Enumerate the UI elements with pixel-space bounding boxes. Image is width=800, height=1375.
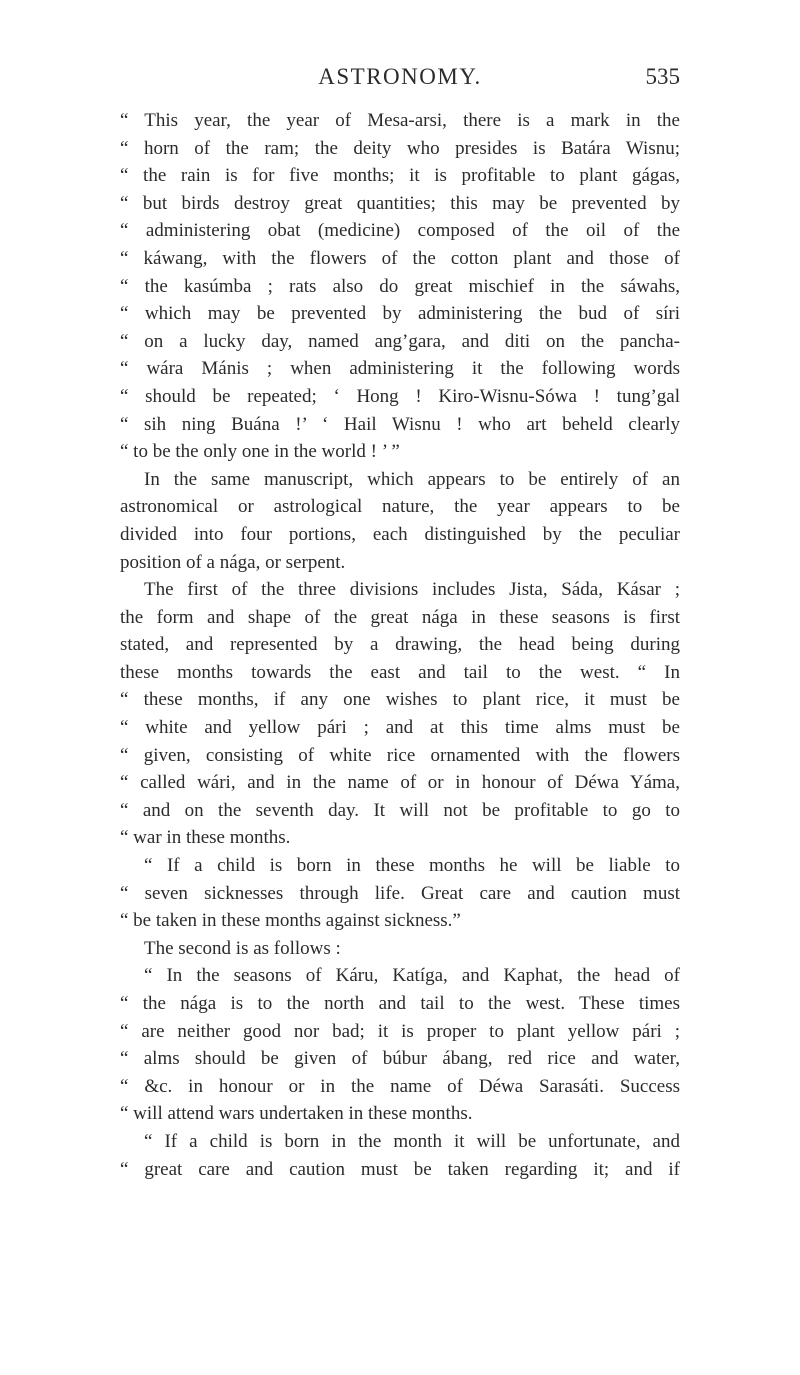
text-line: “ will attend wars undertaken in these months. [120,1103,473,1125]
text-line: the form and shape of the great nága in these seasons is first [120,606,680,628]
text-line: “ be taken in these months against sickness.” [120,910,461,932]
text-line: “ to be the only one in the world ! ’ ” [120,441,400,463]
text-line: The second is as follows : [144,937,341,959]
text-line: “ If a child is born in the month it will be unfortunate, and [144,1130,680,1152]
text-line: “ In the seasons of Káru, Katíga, and Kaphat, the head of [144,965,680,987]
text-line: “ great care and caution must be taken regarding it; and if [120,1158,680,1180]
text-line: “ wára Mánis ; when administering it the following words [120,358,680,380]
text-line: stated, and represented by a drawing, the head being during [120,634,680,656]
body-text [120,107,680,1183]
text-line: “ &c. in honour or in the name of Déwa Sarasáti. Success [120,1075,680,1097]
page-number: 535 [645,64,680,89]
text-line: “ white and yellow pári ; and at this time alms must be [120,717,680,739]
text-line: these months towards the east and tail to the west. “ In [120,661,680,683]
text-line: “ and on the seventh day. It will not be profitable to go to [120,799,680,821]
text-line: “ the rain is for five months; it is profitable to plant gágas, [120,165,680,187]
text-line: In the same manuscript, which appears to be entirely of an [144,468,680,490]
text-line: “ administering obat (medicine) composed of the oil of the [120,220,680,242]
text-line: “ given, consisting of white rice ornamented with the flowers [120,744,680,766]
text-line: “ horn of the ram; the deity who presides is Batára Wisnu; [120,137,680,159]
running-title: ASTRONOMY. [318,64,482,89]
text-line: “ war in these months. [120,827,291,849]
text-line: “ alms should be given of búbur ábang, red rice and water, [120,1048,680,1070]
text-line: “ This year, the year of Mesa-arsi, there is a mark in the [120,110,680,131]
text-line: “ sih ning Buána !’ ‘ Hail Wisnu ! who art beheld clearly [120,413,680,435]
text-line: divided into four portions, each distinguished by the peculiar [120,523,680,545]
text-line: “ the kasúmba ; rats also do great mischief in the sáwahs, [120,275,680,297]
text-line: “ which may be prevented by administering the bud of síri [120,303,680,325]
text-line: “ káwang, with the flowers of the cotton plant and those of [120,247,680,269]
text-line: “ If a child is born in these months he will be liable to [144,855,680,877]
text-line: The first of the three divisions includes Jista, Sáda, Kásar ; [144,579,680,601]
text-line: “ seven sicknesses through life. Great care and caution must [120,882,680,904]
text-line: “ the nága is to the north and tail to the west. These times [120,993,680,1014]
text-line: “ but birds destroy great quantities; this may be prevented by [120,192,680,214]
text-line: “ called wári, and in the name of or in honour of Déwa Yáma, [120,772,680,794]
text-line: “ should be repeated; ‘ Hong ! Kiro-Wisnu-Sówa ! tung’gal [120,385,680,407]
text-line: “ on a lucky day, named ang’gara, and diti on the pancha- [120,330,680,352]
text-line: position of a nága, or serpent. [120,551,346,573]
text-line: “ these months, if any one wishes to plant rice, it must be [120,689,680,711]
text-line: “ are neither good nor bad; it is proper to plant yellow pári ; [120,1020,680,1042]
running-head [120,64,680,92]
text-line: astronomical or astrological nature, the year appears to be [120,496,680,518]
